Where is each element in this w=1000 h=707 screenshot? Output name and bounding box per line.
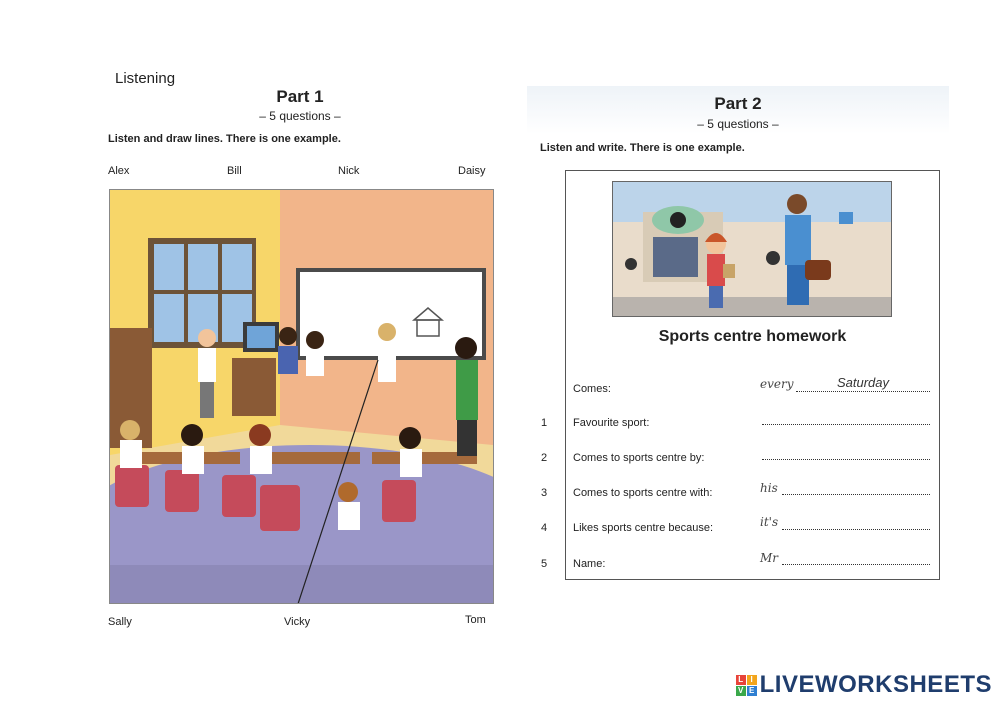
logo-text: LIVEWORKSHEETS — [759, 671, 992, 698]
name-daisy[interactable]: Daisy — [458, 165, 486, 177]
answer-field-5[interactable] — [782, 554, 930, 565]
name-vicky[interactable]: Vicky — [284, 616, 311, 628]
part2-title: Part 2 — [714, 94, 762, 113]
answer-field-4[interactable] — [782, 519, 930, 530]
row-label-favourite-sport: Favourite sport: — [573, 417, 650, 429]
logo-letter-i: I — [747, 675, 757, 685]
section-label: Listening — [115, 70, 176, 87]
sports-centre-illustration — [612, 181, 892, 317]
part1-instruction: Listen and draw lines. There is one example. — [108, 133, 341, 145]
answer-field-3[interactable] — [782, 484, 930, 495]
row-number-2: 2 — [540, 452, 548, 464]
answer-field-2[interactable] — [762, 449, 930, 460]
row-number-5: 5 — [540, 558, 548, 570]
answer-field-1[interactable] — [762, 414, 930, 425]
row-number-1: 1 — [540, 417, 548, 429]
row-prefix-comes: every — [760, 377, 794, 391]
row-number-4: 4 — [540, 522, 548, 534]
liveworksheets-logo[interactable] — [736, 671, 992, 699]
classroom-illustration — [109, 189, 494, 604]
part2-instruction: Listen and write. There is one example. — [540, 142, 745, 154]
part2-subtitle: – 5 questions – — [697, 117, 779, 131]
name-alex[interactable]: Alex — [108, 165, 130, 177]
logo-letter-v: V — [736, 686, 746, 696]
name-nick[interactable]: Nick — [338, 165, 360, 177]
part1-subtitle: – 5 questions – — [259, 109, 341, 123]
row-number-3: 3 — [540, 487, 548, 499]
row-prefix-his: his — [760, 481, 778, 495]
name-sally[interactable]: Sally — [108, 616, 132, 628]
row-label-likes-because: Likes sports centre because: — [573, 522, 714, 534]
logo-letter-e: E — [747, 686, 757, 696]
row-label-name: Name: — [573, 558, 606, 570]
row-label-comes-by: Comes to sports centre by: — [573, 452, 705, 464]
logo-icon — [736, 675, 757, 696]
part1-title: Part 1 — [276, 87, 324, 106]
name-tom[interactable]: Tom — [465, 614, 486, 626]
logo-letter-l: L — [736, 675, 746, 685]
example-answer: Saturday — [836, 375, 890, 390]
row-label-comes: Comes: — [573, 383, 611, 395]
row-prefix-its: it's — [760, 515, 779, 529]
name-bill[interactable]: Bill — [227, 165, 242, 177]
row-label-comes-with: Comes to sports centre with: — [573, 487, 713, 499]
row-prefix-mr: Mr — [760, 551, 779, 565]
homework-title: Sports centre homework — [658, 328, 847, 345]
